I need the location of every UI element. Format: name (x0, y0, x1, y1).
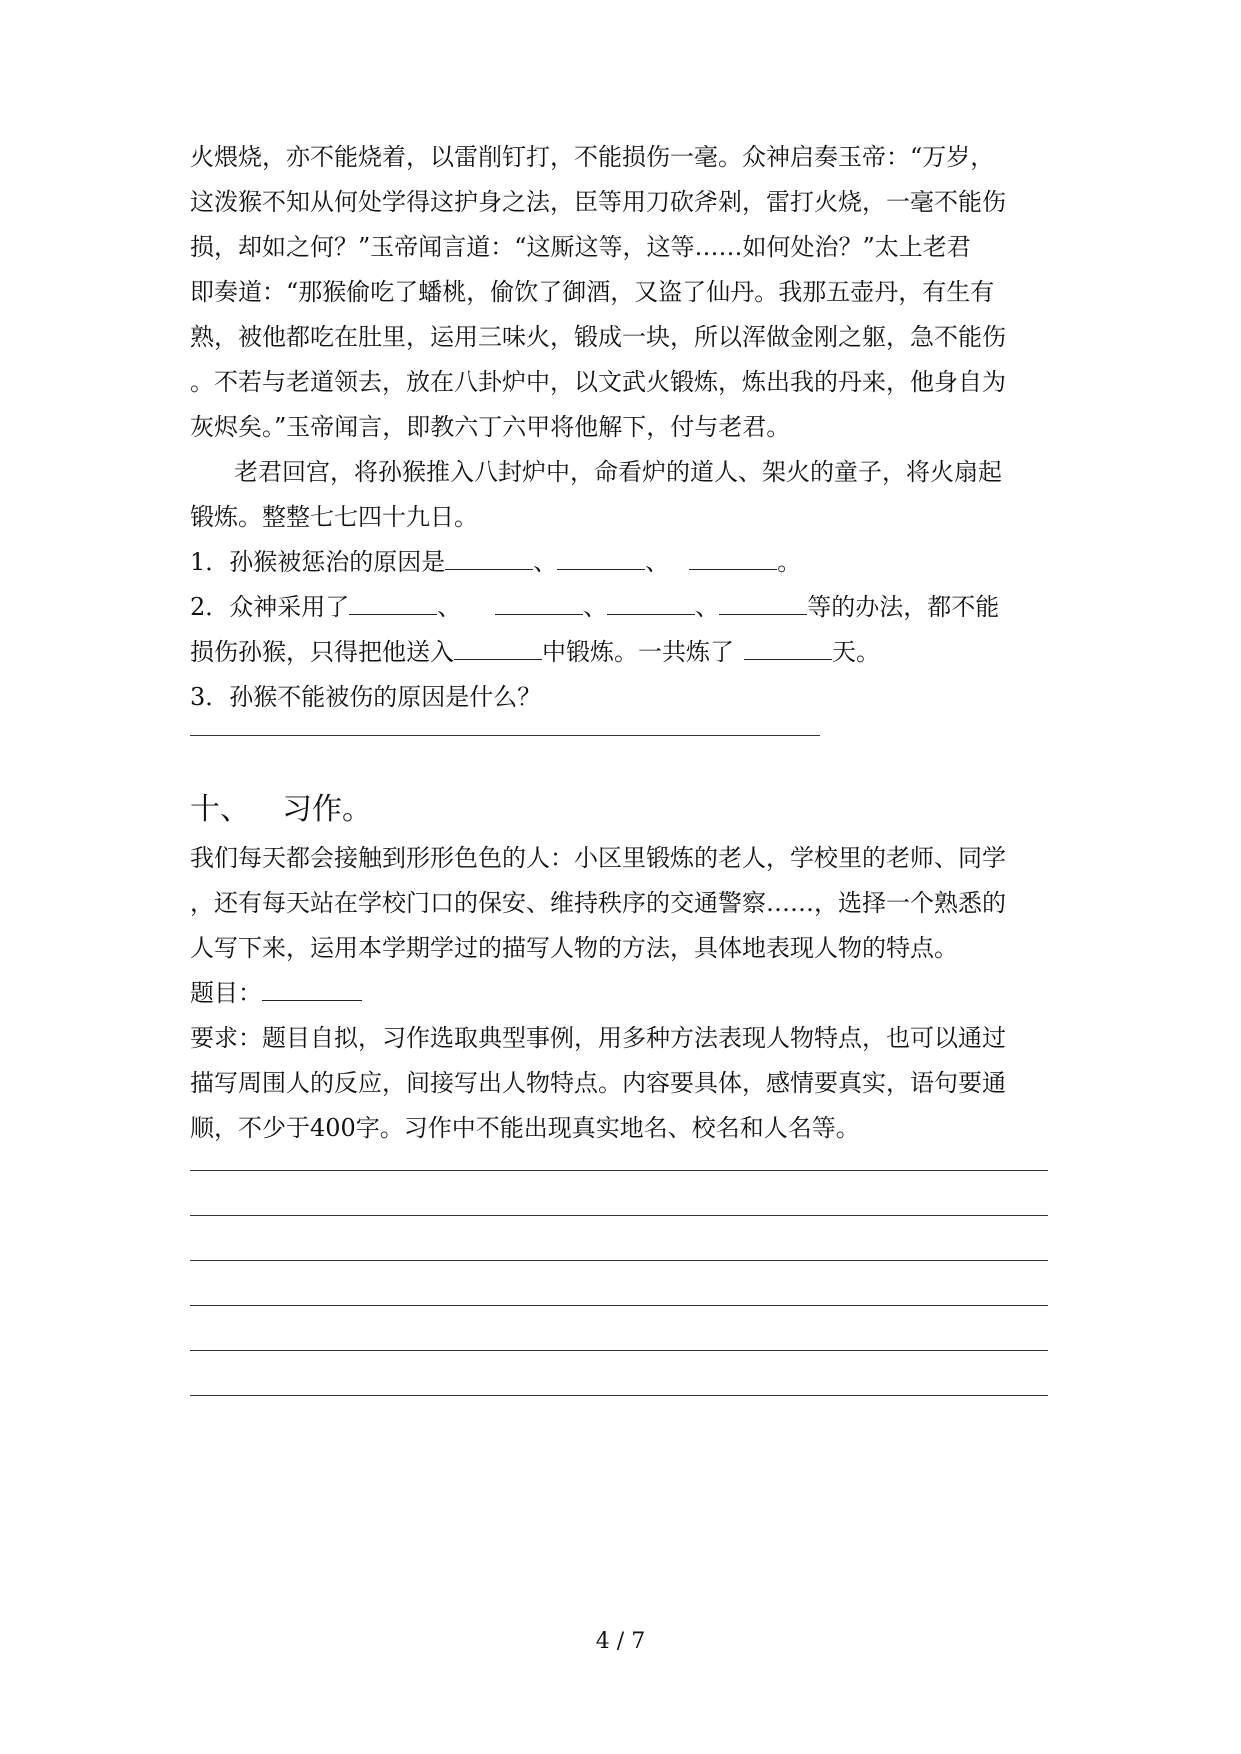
question-2-text: 中锻炼。一共炼了 (542, 638, 734, 666)
question-2-text: 损伤孙猴，只得把他送入 (190, 638, 454, 666)
question-2-text: 2．众神采用了 (190, 593, 350, 621)
separator: 、 (695, 593, 720, 621)
passage-line: 灰烬矣。”玉帝闻言，即教六丁六甲将他解下，付与老君。 (190, 413, 791, 441)
answer-blank[interactable] (557, 547, 645, 570)
section-number: 十、 (190, 792, 250, 827)
answer-line[interactable] (190, 735, 820, 736)
separator: 、 (583, 593, 608, 621)
separator: 、 (437, 593, 462, 621)
title-field (190, 978, 1060, 1008)
separator: 。 (777, 548, 802, 576)
writing-line[interactable] (190, 1305, 1048, 1306)
passage-line: 锻炼。整整七七四十九日。 (190, 503, 478, 531)
question-3: 3．孙猴不能被伤的原因是什么？ (190, 683, 542, 711)
answer-blank[interactable] (607, 592, 695, 615)
writing-line[interactable] (190, 1170, 1048, 1171)
passage-line: 熟，被他都吃在肚里，运用三味火，锻成一块，所以浑做金刚之躯，急不能伤 (190, 323, 1006, 351)
title-blank[interactable] (262, 978, 362, 1001)
passage-line: 。不若与老道领去，放在八卦炉中，以文武火锻炼，炼出我的丹来，他身自为 (190, 368, 1006, 396)
passage-line: 即奏道：“那猴偷吃了蟠桃，偷饮了御酒，又盗了仙丹。我那五壶丹，有生有 (190, 278, 995, 306)
separator: 、 (533, 548, 558, 576)
answer-blank[interactable] (445, 547, 533, 570)
question-2-continued (190, 637, 1060, 667)
writing-line[interactable] (190, 1215, 1048, 1216)
passage-line: 这泼猴不知从何处学得这护身之法，臣等用刀砍斧剁，雷打火烧，一毫不能伤 (190, 188, 1006, 216)
answer-blank[interactable] (349, 592, 437, 615)
prompt-line: 人写下来，运用本学期学过的描写人物的方法，具体地表现人物的特点。 (190, 934, 958, 962)
requirement-line: 描写周围人的反应，间接写出人物特点。内容要具体，感情要真实，语句要通 (190, 1069, 1006, 1097)
prompt-line: ，还有每天站在学校门口的保安、维持秩序的交通警察……，选择一个熟悉的 (190, 889, 1006, 917)
separator: 、 (645, 548, 670, 576)
answer-blank[interactable] (744, 637, 832, 660)
passage-line: 损，却如之何？”玉帝闻言道：“这厮这等，这等……如何处治？”太上老君 (190, 233, 971, 261)
passage-line: 火煨烧，亦不能烧着，以雷削钉打，不能损伤一毫。众神启奏玉帝：“万岁， (190, 143, 995, 171)
page-number: 4 / 7 (595, 1629, 646, 1654)
question-2-text: 等的办法，都不能 (807, 593, 1000, 621)
answer-blank[interactable] (719, 592, 807, 615)
section-title: 习作。 (282, 792, 372, 827)
question-2-text: 天。 (832, 638, 880, 666)
section-heading (190, 792, 372, 828)
requirement-line: 顺，不少于400字。习作中不能出现真实地名、校名和人名等。 (190, 1114, 860, 1142)
question-1 (190, 547, 1060, 577)
question-2 (190, 592, 1060, 622)
prompt-line: 我们每天都会接触到形形色色的人：小区里锻炼的老人，学校里的老师、同学 (190, 844, 1006, 872)
passage-line: 老君回宫，将孙猴推入八封炉中，命看炉的道人、架火的童子，将火扇起 (234, 458, 1002, 486)
writing-line[interactable] (190, 1350, 1048, 1351)
answer-blank[interactable] (689, 547, 777, 570)
title-label: 题目： (190, 979, 262, 1007)
writing-line[interactable] (190, 1260, 1048, 1261)
writing-line[interactable] (190, 1395, 1048, 1396)
answer-blank[interactable] (495, 592, 583, 615)
requirement-line: 要求：题目自拟，习作选取典型事例，用多种方法表现人物特点，也可以通过 (190, 1024, 1006, 1052)
question-1-text: 1．孙猴被惩治的原因是 (190, 548, 446, 576)
answer-blank[interactable] (454, 637, 542, 660)
